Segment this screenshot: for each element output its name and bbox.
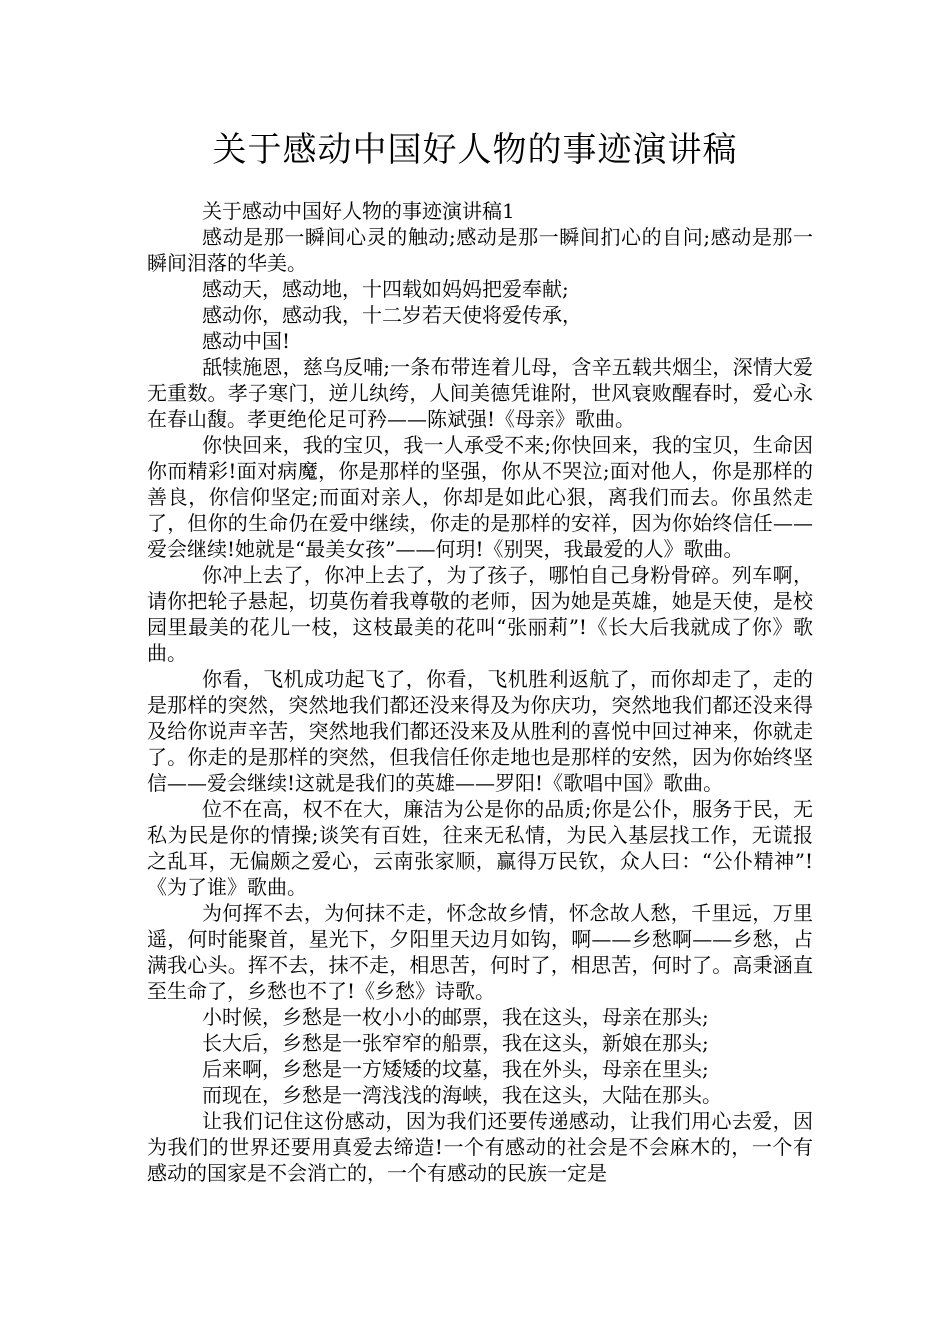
paragraph: 为何挥不去，为何抹不走，怀念故乡情，怀念故人愁，千里远，万里遥，何时能聚首，星光下，夕阳里天边月如钩，啊——乡愁啊——乡愁，占满我心头。挥不去，抹不走，相思苦，何时了，相思苦，何时了。高秉涵直至生命了，乡愁也不了!《乡愁》诗歌。 [147,901,813,1003]
paragraph: 你快回来，我的宝贝，我一人承受不来;你快回来，我的宝贝，生命因你而精彩!面对病魔，你是那样的坚强，你从不哭泣;面对他人，你是那样的善良，你信仰坚定;而面对亲人，你却是如此心狠，离我们而去。你虽然走了，但你的生命仍在爱中继续，你走的是那样的安祥，因为你始终信任——爱会继续!她就是“最美女孩”——何玥!《别哭，我最爱的人》歌曲。 [147,433,813,561]
document-title: 关于感动中国好人物的事迹演讲稿 [212,130,738,170]
poem-line: 长大后，乡愁是一张窄窄的船票，我在这头，新娘在那头; [202,1031,709,1055]
paragraph: 感动你，感动我，十二岁若天使将爱传承， [202,303,582,327]
paragraph: 感动天，感动地，十四载如妈妈把爱奉献; [202,277,569,301]
poem-line: 而现在，乡愁是一湾浅浅的海峡，我在这头，大陆在那头。 [202,1083,722,1107]
paragraph: 让我们记住这份感动，因为我们还要传递感动，让我们用心去爱，因为我们的世界还要用真爱去缔造!一个有感动的社会是不会麻木的，一个有感动的国家是不会消亡的，一个有感动的民族一定是 [147,1109,813,1185]
paragraph: 你冲上去了，你冲上去了，为了孩子，哪怕自己身粉骨碎。列车啊，请你把轮子悬起，切莫伤着我尊敬的老师，因为她是英雄，她是天使，是校园里最美的花儿一枝，这枝最美的花叫“张丽莉”!《长大后我就成了你》歌曲。 [147,563,813,665]
paragraph: 位不在高，权不在大，廉洁为公是你的品质;你是公仆，服务于民，无私为民是你的情操;谈笑有百姓，往来无私情，为民入基层找工作，无谎报之乱耳，无偏颇之爱心，云南张家顺，赢得万民钦，众人曰：“公仆精神”!《为了谁》歌曲。 [147,797,813,899]
paragraph: 感动是那一瞬间心灵的触动;感动是那一瞬间扪心的自问;感动是那一瞬间泪落的华美。 [147,225,813,275]
paragraph: 感动中国! [202,329,291,353]
paragraph: 你看，飞机成功起飞了，你看，飞机胜利返航了，而你却走了，走的是那样的突然，突然地我们都还没来得及为你庆功，突然地我们都还没来得及给你说声辛苦，突然地我们都还没来及从胜利的喜悦中回过神来，你就走了。你走的是那样的突然，但我信任你走地也是那样的安然，因为你始终坚信——爱会继续!这就是我们的英雄——罗阳!《歌唱中国》歌曲。 [147,667,813,795]
paragraph-heading: 关于感动中国好人物的事迹演讲稿1 [202,199,515,223]
document-body [147,198,813,1186]
poem-line: 小时候，乡愁是一枚小小的邮票，我在这头，母亲在那头; [202,1005,709,1029]
poem-line: 后来啊，乡愁是一方矮矮的坟墓，我在外头，母亲在里头; [202,1057,709,1081]
paragraph: 舐犊施恩，慈乌反哺;一条布带连着儿母，含辛五载共烟尘，深情大爱无重数。孝子寒门，逆儿纨绔，人间美德凭谁附，世风衰败醒春时，爱心永在春山馥。孝更绝伦足可矜——陈斌强!《母亲》歌曲。 [147,355,813,431]
